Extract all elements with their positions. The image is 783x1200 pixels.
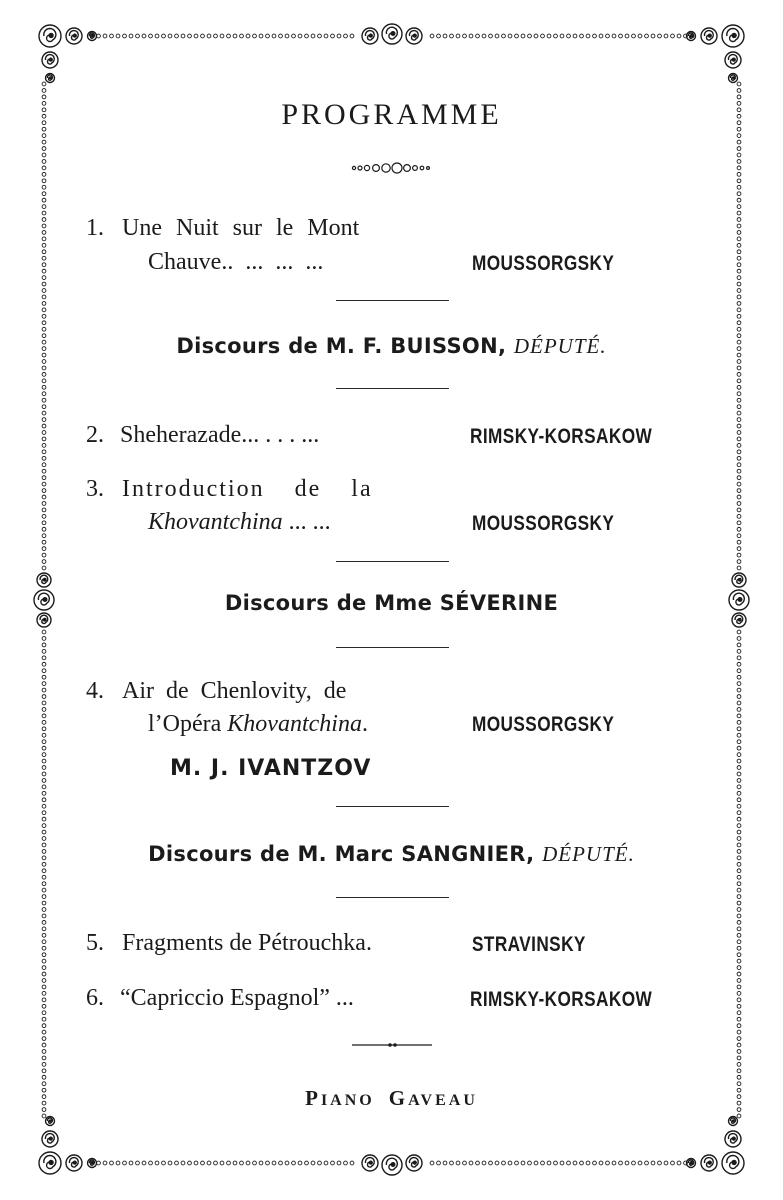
divider-rule [336,388,449,389]
divider-rule [336,647,449,648]
corner-bottom-left-rose-side-icon [66,1155,82,1171]
corner-top-right-rose-below-icon [725,52,741,68]
corner-top-right-rose-side-icon [701,28,717,44]
speech-2 [0,591,783,615]
corner-top-left-rose-main-icon [39,25,61,47]
border-right-bottom-dots [737,630,741,1118]
left-center-top-rose-icon [37,573,51,587]
bottom-center-rose-icon [382,1155,402,1175]
performer-name: M. J. IVANTZOV [170,756,372,781]
border-left-top-dots [42,82,46,570]
speech-1 [0,334,783,359]
footer-word1-initial: P [305,1086,321,1110]
item-title-line1: Fragments de Pétrouchka. [122,930,372,956]
speaker-name: Marc SANGNIER, [334,842,535,866]
corner-bottom-left-bud-below-icon [46,1117,55,1126]
border-top-left-dots [90,34,354,38]
item-title-line1: Air de Chenlovity, de [122,678,347,704]
item-title-line1: “Capriccio Espagnol” ... [120,985,354,1011]
item-number: 3. [86,476,104,502]
item-number: 6. [86,985,104,1011]
composer-name: MOUSSORGSKY [472,252,615,275]
border-right-top-dots [737,82,741,570]
item-number: 1. [86,215,104,241]
item-title-italic: Khovantchina [148,509,283,535]
divider-rule [336,300,449,301]
composer-name: STRAVINSKY [472,933,586,956]
item-title-line1: Une Nuit sur le Mont [122,215,360,241]
top-center-left-rose-icon [362,28,378,44]
footer-ornament-icon [352,1040,432,1050]
composer-name: MOUSSORGSKY [472,512,615,535]
corner-top-left-bud-below-icon [46,74,55,83]
speech-3 [0,842,783,867]
corner-bottom-left-bud-side-icon [88,1159,97,1168]
bottom-center-left-rose-icon [362,1155,378,1171]
speech-prefix: Discours de [148,842,298,866]
bottom-center-right-rose-icon [406,1155,422,1171]
footer-word2-rest: AVEAU [408,1092,478,1109]
page-title: PROGRAMME [281,98,502,131]
corner-bottom-right-rose-side-icon [701,1155,717,1171]
corner-bottom-left-rose-below-icon [42,1131,58,1147]
corner-bottom-right-rose-below-icon [725,1131,741,1147]
item-number: 4. [86,678,104,704]
right-center-top-rose-icon [732,573,746,587]
corner-top-right-rose-main-icon [722,25,744,47]
corner-bottom-right-bud-below-icon [729,1117,738,1126]
item-title-line2 [148,509,331,536]
divider-rule [336,561,449,562]
item-number: 2. [86,422,104,448]
item-title-rest: ... ... [282,509,331,535]
corner-top-left-bud-side-icon [88,32,97,41]
item-title-line2: Chauve.. ... ... ... [148,249,324,275]
corner-top-left-rose-below-icon [42,52,58,68]
top-center-right-rose-icon [406,28,422,44]
corner-top-right-bud-below-icon [729,74,738,83]
right-center-bottom-rose-icon [732,613,746,627]
footer-word1-rest: IANO [320,1092,375,1109]
corner-bottom-right-bud-side-icon [687,1159,696,1168]
item-title-line2 [148,711,368,738]
speaker-role: DÉPUTÉ. [513,334,607,358]
footer-word2-initial: G [388,1086,409,1110]
speaker-title: Mme [374,591,433,615]
speaker-name: F. BUISSON, [362,334,507,358]
corner-bottom-right-rose-main-icon [722,1152,744,1174]
border-bottom-left-dots [90,1161,354,1165]
item-title-rest: . [361,711,368,737]
top-center-rose-icon [382,24,402,44]
corner-top-right-bud-side-icon [687,32,696,41]
border-left-bottom-dots [42,630,46,1118]
speaker-title: M. [325,334,356,358]
footer-sponsor [0,1086,783,1111]
item-title-line1: Sheherazade... . . . ... [120,422,320,448]
title-ornament-icon [350,160,434,176]
speech-prefix: Discours de [224,591,375,615]
divider-rule [336,897,449,898]
item-title-italic: Khovantchina [227,711,362,737]
item-title-line1: Introduction de la [122,476,373,502]
left-center-bottom-rose-icon [37,613,51,627]
composer-name: RIMSKY-KORSAKOW [470,425,653,448]
border-top-right-dots [430,34,694,38]
item-title-pre: l’Opéra [148,711,228,737]
border-bottom-right-dots [430,1161,694,1165]
divider-rule [336,806,449,807]
corner-bottom-left-rose-main-icon [39,1152,61,1174]
corner-top-left-rose-side-icon [66,28,82,44]
speaker-title: M. [297,842,327,866]
composer-name: RIMSKY-KORSAKOW [470,988,653,1011]
item-number: 5. [86,930,104,956]
speaker-role: DÉPUTÉ. [542,842,635,866]
composer-name: MOUSSORGSKY [472,713,615,736]
speaker-name: SÉVERINE [439,591,559,615]
speech-prefix: Discours de [176,334,326,358]
